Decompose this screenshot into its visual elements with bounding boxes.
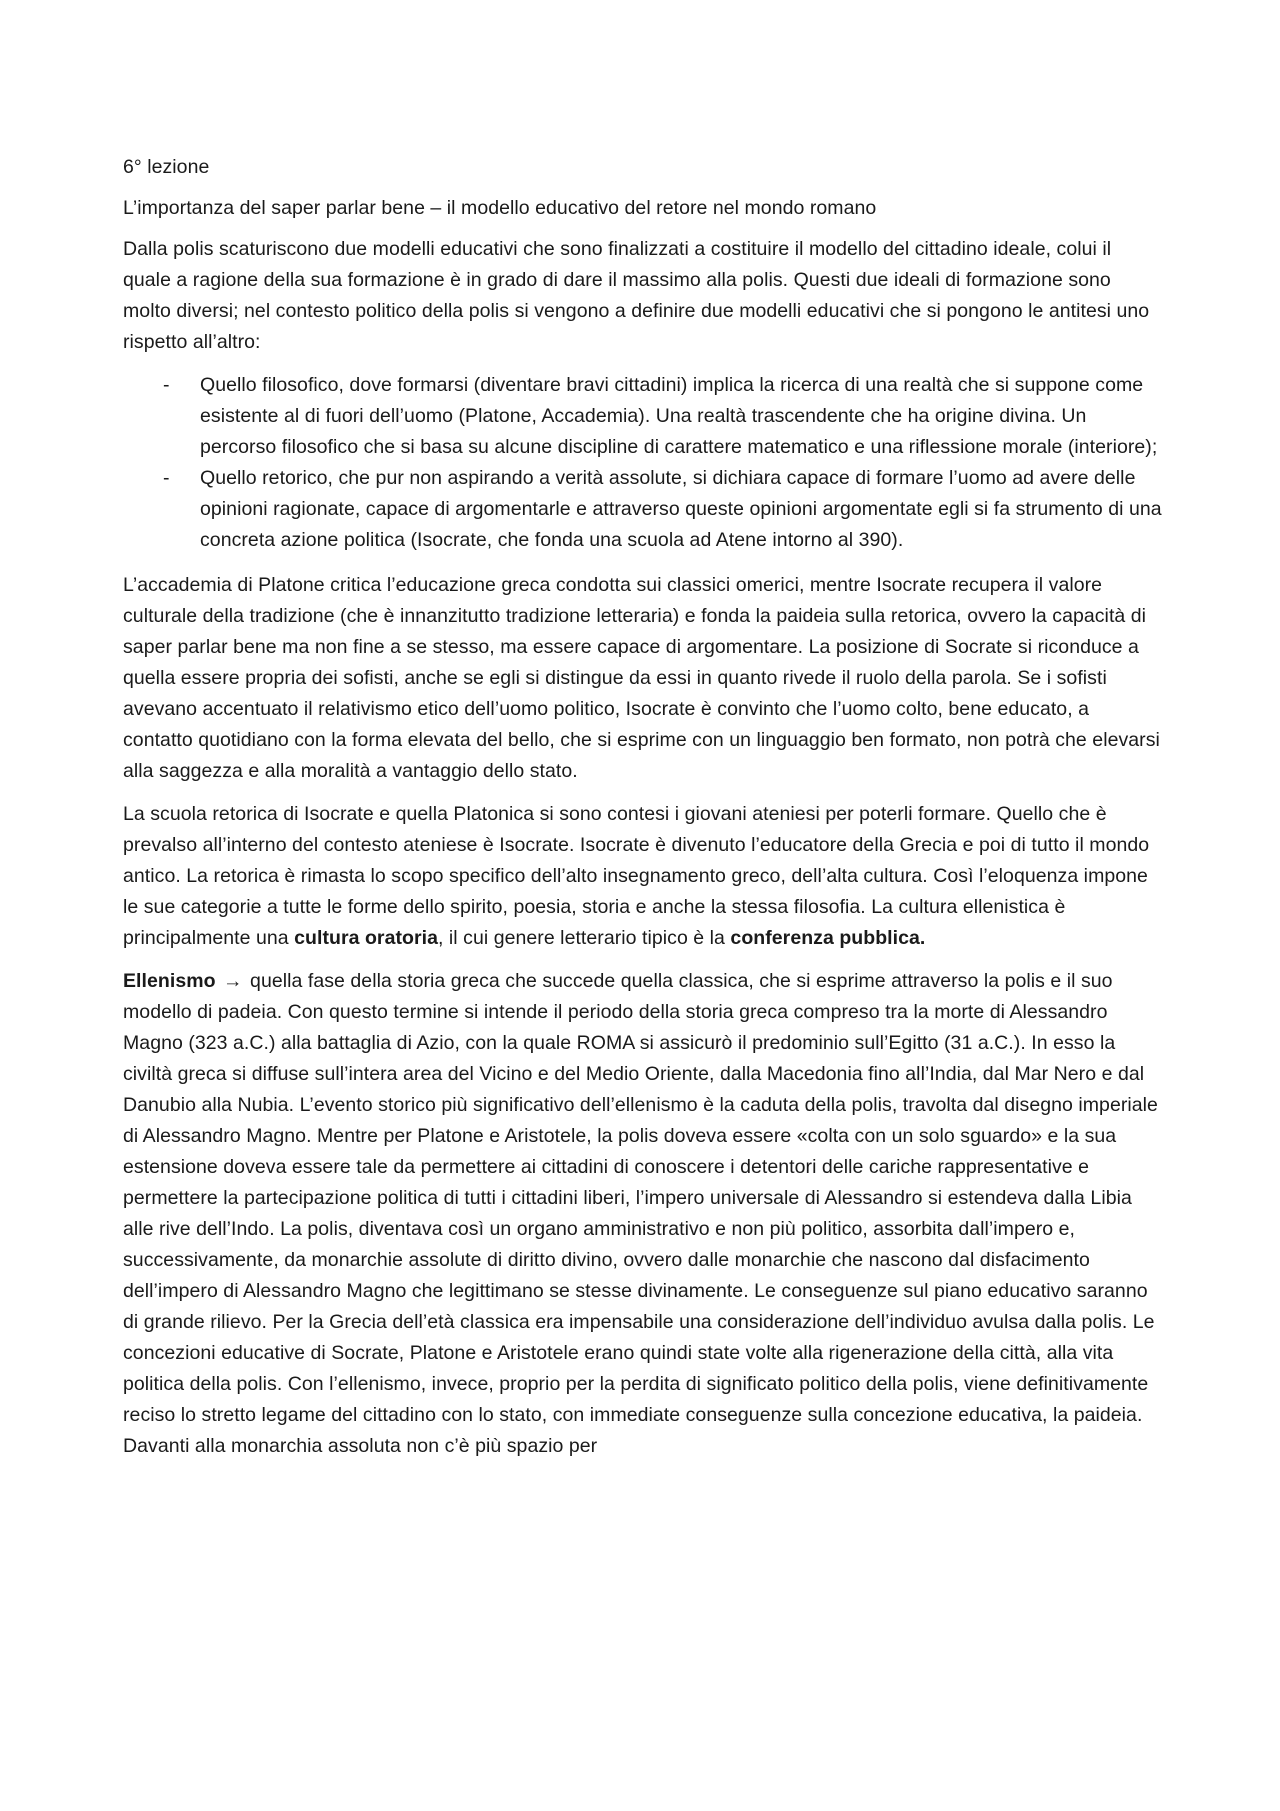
hellenism-text: quella fase della storia greca che succede quella classica, che si esprime attraverso la polis e il suo modello di padeia. Con questo termine si intende il periodo della storia greca compreso tra la morte di Alessandro Magno (323 a.C.) alla battaglia di Azio, con la quale ROMA si assicurò il predominio sull’Egitto (31 a.C.). In esso la civiltà greca si diffuse sull’intera area del Vicino e del Medio Oriente, dalla Macedonia fino all’India, dal Mar Nero e dal Danubio alla Nubia. L’evento storico più significativo dell’ellenismo è la caduta della polis, travolta dal disegno imperiale di Alessandro Magno. Mentre per Platone e Aristotele, la polis doveva essere «colta con un solo sguardo» e la sua estensione doveva essere tale da permettere ai cittadini di conoscere i detentori delle cariche rappresentative e permettere la partecipazione politica di tutti i cittadini liberi, l’impero universale di Alessandro si estendeva dalla Libia alle rive dell’Indo. La polis, diventava così un organo amministrativo e non più politico, assorbita dall’impero e, successivamente, da monarchie assolute di diritto divino, ovvero dalle monarchie che nascono dal disfacimento dell’impero di Alessandro Magno che legittimano se stesse divinamente. Le conseguenze sul piano educativo saranno di grande rilievo. Per la Grecia dell’età classica era impensabile una considerazione dell’individuo avulsa dalla polis. Le concezioni educative di Socrate, Platone e Aristotele erano quindi state volte alla rigenerazione della città, alla vita politica della polis. Con l’ellenismo, invece, proprio per la perdita di significato politico della polis, viene definitivamente reciso lo stretto legame del cittadino con lo stato, con immediate conseguenze sulla concezione educativa, la paideia. Davanti alla monarchia assoluta non c’è più spazio per [123, 970, 1158, 1457]
lesson-title: L’importanza del saper parlar bene – il modello educativo del retore nel mondo romano [123, 197, 877, 219]
academy-paragraph: L’accademia di Platone critica l’educazione greca condotta sui classici omerici, mentre Isocrate recupera il valore culturale della tradizione (che è innanzitutto tradizione letteraria) e fonda la paideia sulla retorica, ovvero la capacità di saper parlar bene ma non fine a se stesso, ma essere capace di argomentare. La posizione di Socrate si riconduce a quella essere propria dei sofisti, anche se egli si distingue da essi in quanto rivede il ruolo della parola. Se i sofisti avevano accentuato il relativismo etico dell’uomo politico, Isocrate è convinto che l’uomo colto, bene educato, a contatto quotidiano con la forma elevata del bello, che si esprime con un linguaggio ben formato, non potrà che elevarsi alla saggezza e alla moralità a vantaggio dello stato. [123, 574, 1160, 782]
lesson-number: 6° lezione [123, 156, 210, 178]
intro-paragraph: Dalla polis scaturiscono due modelli educativi che sono finalizzati a costituire il modello del cittadino ideale, colui il quale a ragione della sua formazione è in grado di dare il massimo alla polis. Questi due ideali di formazione sono molto diversi; nel contesto politico della polis si vengono a definire due modelli educativi che si pongono le antitesi uno rispetto all’altro: [123, 238, 1150, 353]
school-text-a: La scuola retorica di Isocrate e quella Platonica si sono contesi i giovani ateniesi per poterli formare. Quello che è prevalso all’interno del contesto ateniese è Isocrate. Isocrate è divenuto l’educatore della Grecia e poi di tutto il mondo antico. La retorica è rimasta lo scopo specifico dell’alto insegnamento greco, dell’alta cultura. Così l’eloquenza impone le sue categorie a tutte le forme dello spirito, poesia, storia e anche la stessa filosofia. La cultura ellenistica è principalmente una [123, 803, 1150, 949]
list-item-text: Quello filosofico, dove formarsi (diventare bravi cittadini) implica la ricerca di una realtà che si suppone come esistente al di fuori dell’uomo (Platone, Accademia). Una realtà trascendente che ha origine divina. Un percorso filosofico che si basa su alcune discipline di carattere matematico e una riflessione morale (interiore); [200, 374, 1158, 458]
bold-cultura-oratoria: cultura oratoria [294, 927, 438, 949]
document-body [123, 152, 1163, 1474]
hellenism-paragraph [123, 966, 1163, 1462]
arrow-right-icon: → [223, 970, 243, 992]
list-item-rhetorical [123, 463, 1163, 556]
dash-bullet-icon: - [163, 467, 170, 489]
models-list [123, 370, 1163, 556]
list-item-philosophical [123, 370, 1163, 463]
list-item-text: Quello retorico, che pur non aspirando a verità assolute, si dichiara capace di formare l’uomo ad avere delle opinioni ragionate, capace di argomentarle e attraverso queste opinioni argomentate egli si fa strumento di una concreta azione politica (Isocrate, che fonda una scuola ad Atene intorno al 390). [200, 467, 1162, 551]
bold-conferenza-pubblica: conferenza pubblica. [730, 927, 926, 949]
dash-bullet-icon: - [163, 374, 170, 396]
school-text-b: , il cui genere letterario tipico è la [437, 927, 731, 949]
school-paragraph [123, 799, 1163, 954]
hellenism-term: Ellenismo [123, 970, 216, 992]
